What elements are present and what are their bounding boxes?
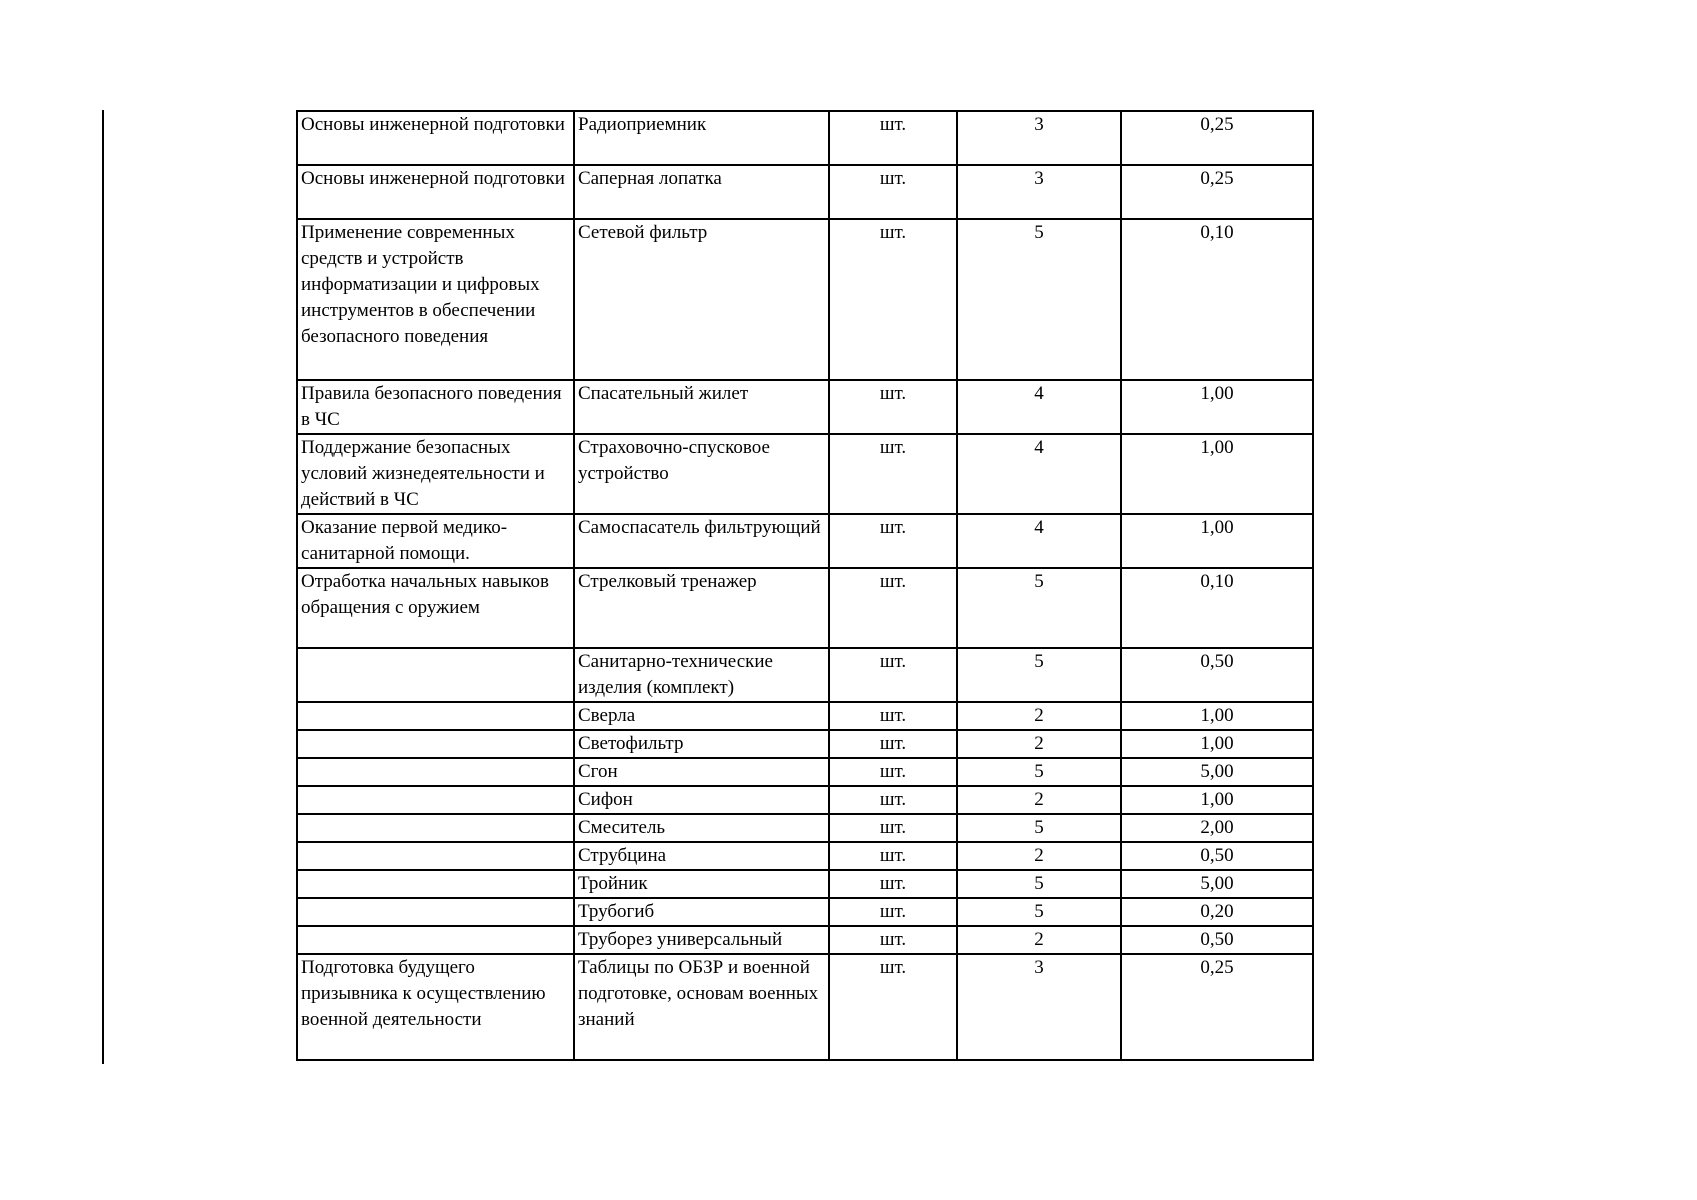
item-cell: Радиоприемник — [574, 111, 829, 165]
quantity-cell: 5 — [957, 648, 1121, 702]
topic-cell — [297, 814, 574, 842]
table-row — [297, 842, 1313, 870]
topic-cell — [297, 870, 574, 898]
table-body — [297, 111, 1313, 1060]
table-row — [297, 434, 1313, 514]
norm-cell: 5,00 — [1121, 870, 1313, 898]
item-cell: Светофильтр — [574, 730, 829, 758]
item-cell: Сверла — [574, 702, 829, 730]
norm-cell: 0,50 — [1121, 648, 1313, 702]
topic-cell: Применение современных средств и устройств информатизации и цифровых инструментов в обеспечении безопасного поведения — [297, 219, 574, 380]
quantity-cell: 3 — [957, 165, 1121, 219]
unit-cell: шт. — [829, 814, 957, 842]
quantity-cell: 5 — [957, 568, 1121, 648]
table-row — [297, 730, 1313, 758]
item-cell: Самоспасатель фильтрующий — [574, 514, 829, 568]
norm-cell: 1,00 — [1121, 380, 1313, 434]
quantity-cell: 4 — [957, 380, 1121, 434]
table-row — [297, 568, 1313, 648]
topic-cell — [297, 730, 574, 758]
table-row — [297, 219, 1313, 380]
topic-cell — [297, 926, 574, 954]
unit-cell: шт. — [829, 842, 957, 870]
item-cell: Стрелковый тренажер — [574, 568, 829, 648]
table-row — [297, 165, 1313, 219]
item-cell: Таблицы по ОБЗР и военной подготовке, основам военных знаний — [574, 954, 829, 1060]
unit-cell: шт. — [829, 926, 957, 954]
unit-cell: шт. — [829, 514, 957, 568]
norm-cell: 1,00 — [1121, 730, 1313, 758]
quantity-cell: 2 — [957, 786, 1121, 814]
quantity-cell: 5 — [957, 814, 1121, 842]
item-cell: Струбцина — [574, 842, 829, 870]
topic-cell: Поддержание безопасных условий жизнедеятельности и действий в ЧС — [297, 434, 574, 514]
unit-cell: шт. — [829, 219, 957, 380]
equipment-table — [296, 110, 1314, 1061]
item-cell: Спасательный жилет — [574, 380, 829, 434]
topic-cell — [297, 898, 574, 926]
page-margin-line — [102, 110, 104, 1064]
table-row — [297, 648, 1313, 702]
item-cell: Страховочно-спусковое устройство — [574, 434, 829, 514]
unit-cell: шт. — [829, 165, 957, 219]
unit-cell: шт. — [829, 954, 957, 1060]
norm-cell: 0,50 — [1121, 926, 1313, 954]
topic-cell — [297, 702, 574, 730]
quantity-cell: 5 — [957, 758, 1121, 786]
quantity-cell: 2 — [957, 926, 1121, 954]
norm-cell: 0,10 — [1121, 219, 1313, 380]
topic-cell: Основы инженерной подготовки — [297, 165, 574, 219]
table-row — [297, 814, 1313, 842]
table-row — [297, 380, 1313, 434]
norm-cell: 0,50 — [1121, 842, 1313, 870]
table-row — [297, 954, 1313, 1060]
topic-cell: Подготовка будущего призывника к осуществлению военной деятельности — [297, 954, 574, 1060]
table-row — [297, 111, 1313, 165]
quantity-cell: 5 — [957, 898, 1121, 926]
unit-cell: шт. — [829, 870, 957, 898]
topic-cell — [297, 842, 574, 870]
unit-cell: шт. — [829, 648, 957, 702]
table-row — [297, 870, 1313, 898]
unit-cell: шт. — [829, 568, 957, 648]
norm-cell: 1,00 — [1121, 514, 1313, 568]
item-cell: Труборез универсальный — [574, 926, 829, 954]
topic-cell — [297, 786, 574, 814]
quantity-cell: 5 — [957, 870, 1121, 898]
table-row — [297, 702, 1313, 730]
quantity-cell: 5 — [957, 219, 1121, 380]
table-row — [297, 926, 1313, 954]
unit-cell: шт. — [829, 111, 957, 165]
norm-cell: 1,00 — [1121, 786, 1313, 814]
quantity-cell: 3 — [957, 111, 1121, 165]
quantity-cell: 2 — [957, 730, 1121, 758]
norm-cell: 5,00 — [1121, 758, 1313, 786]
item-cell: Трубогиб — [574, 898, 829, 926]
item-cell: Сифон — [574, 786, 829, 814]
quantity-cell: 2 — [957, 842, 1121, 870]
unit-cell: шт. — [829, 702, 957, 730]
table-row — [297, 514, 1313, 568]
item-cell: Тройник — [574, 870, 829, 898]
norm-cell: 0,25 — [1121, 954, 1313, 1060]
unit-cell: шт. — [829, 758, 957, 786]
quantity-cell: 2 — [957, 702, 1121, 730]
topic-cell — [297, 648, 574, 702]
norm-cell: 0,10 — [1121, 568, 1313, 648]
item-cell: Сгон — [574, 758, 829, 786]
norm-cell: 2,00 — [1121, 814, 1313, 842]
quantity-cell: 3 — [957, 954, 1121, 1060]
topic-cell: Оказание первой медико-санитарной помощи. — [297, 514, 574, 568]
quantity-cell: 4 — [957, 434, 1121, 514]
norm-cell: 1,00 — [1121, 434, 1313, 514]
norm-cell: 1,00 — [1121, 702, 1313, 730]
topic-cell: Отработка начальных навыков обращения с оружием — [297, 568, 574, 648]
table-row — [297, 786, 1313, 814]
item-cell: Смеситель — [574, 814, 829, 842]
norm-cell: 0,20 — [1121, 898, 1313, 926]
topic-cell: Основы инженерной подготовки — [297, 111, 574, 165]
table-row — [297, 758, 1313, 786]
topic-cell: Правила безопасного поведения в ЧС — [297, 380, 574, 434]
unit-cell: шт. — [829, 786, 957, 814]
item-cell: Санитарно-технические изделия (комплект) — [574, 648, 829, 702]
item-cell: Сетевой фильтр — [574, 219, 829, 380]
norm-cell: 0,25 — [1121, 165, 1313, 219]
unit-cell: шт. — [829, 898, 957, 926]
unit-cell: шт. — [829, 434, 957, 514]
unit-cell: шт. — [829, 380, 957, 434]
unit-cell: шт. — [829, 730, 957, 758]
table-row — [297, 898, 1313, 926]
quantity-cell: 4 — [957, 514, 1121, 568]
norm-cell: 0,25 — [1121, 111, 1313, 165]
topic-cell — [297, 758, 574, 786]
item-cell: Саперная лопатка — [574, 165, 829, 219]
